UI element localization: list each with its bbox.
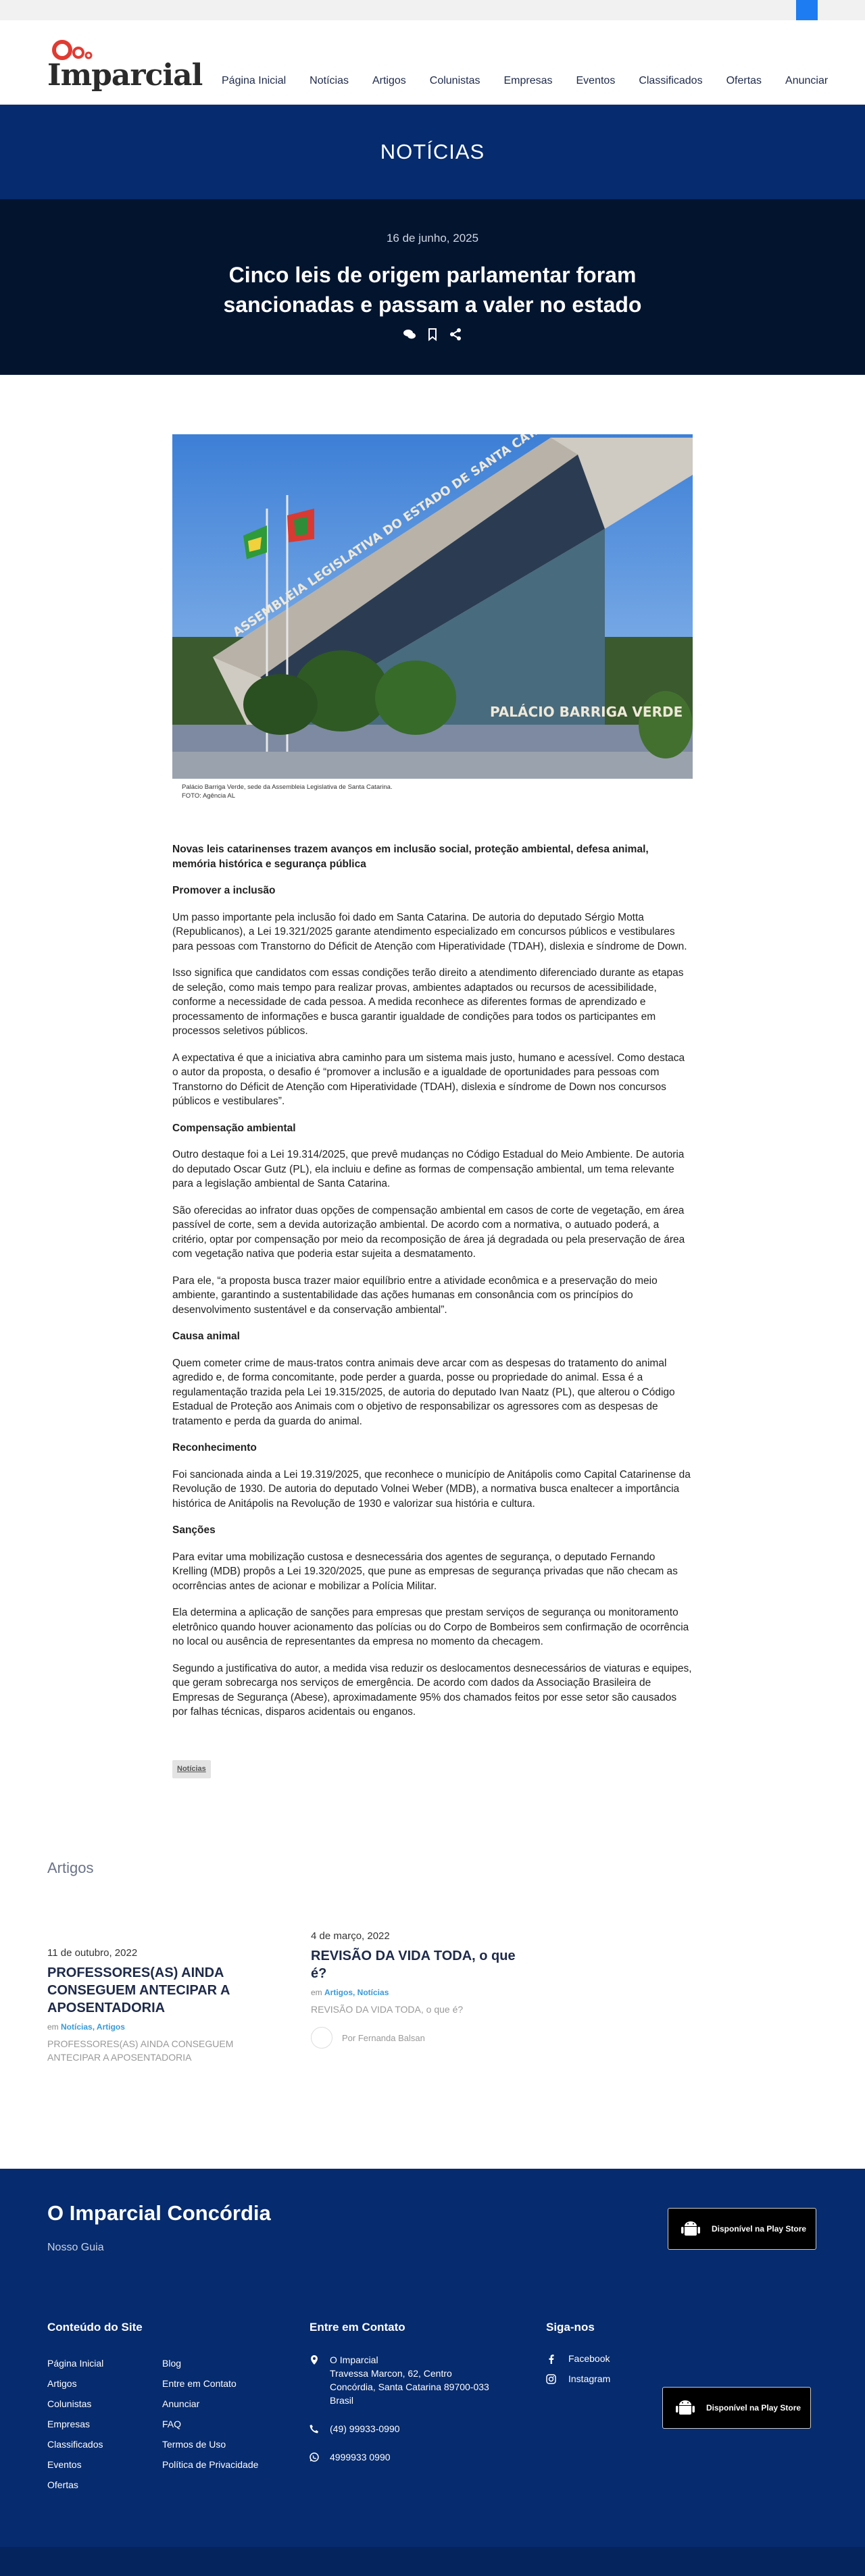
share-icon[interactable] bbox=[449, 328, 462, 341]
top-bar bbox=[0, 0, 865, 20]
article-subheading: Reconhecimento bbox=[172, 1442, 257, 1453]
card-categories[interactable]: Notícias, Artigos bbox=[61, 2022, 125, 2032]
phone-number[interactable]: (49) 99933-0990 bbox=[330, 2423, 400, 2434]
footer-title: O Imparcial Concórdia bbox=[47, 2201, 271, 2225]
comments-icon[interactable] bbox=[403, 328, 416, 341]
article-subheading: Promover a inclusão bbox=[172, 885, 276, 896]
article-paragraph: Outro destaque foi a Lei 19.314/2025, que prevê mudanças no Código Estadual do Meio Ambiente. De autoria do deputado Oscar Gutz (PL), ela incluiu e define as formas de compensação ambiental, um tema relevante para a legislação ambiental de Santa Catarina. bbox=[172, 1149, 685, 1189]
card-date: 11 de outubro, 2022 bbox=[47, 1947, 138, 1959]
card-title[interactable]: REVISÃO DA VIDA TODA, o que é? bbox=[311, 1949, 516, 1981]
footer-col-title: Conteúdo do Site bbox=[47, 2321, 143, 2334]
footer-link[interactable]: FAQ bbox=[162, 2419, 182, 2429]
whatsapp-icon bbox=[310, 2452, 319, 2462]
address-line: Brasil bbox=[330, 2395, 354, 2406]
card-meta: em Artigos, Notícias bbox=[311, 1988, 389, 1997]
footer-link[interactable]: Colunistas bbox=[47, 2398, 92, 2409]
footer-link[interactable]: Página Inicial bbox=[47, 2358, 104, 2369]
card-excerpt: PROFESSORES(AS) AINDA CONSEGUEM ANTECIPAR A APOSENTADORIA bbox=[47, 2038, 234, 2063]
android-icon bbox=[681, 2219, 701, 2239]
author-name[interactable]: Por Fernanda Balsan bbox=[342, 2032, 425, 2043]
photo-caption bbox=[172, 779, 693, 803]
section-banner bbox=[0, 105, 865, 199]
top-bar-button[interactable] bbox=[796, 0, 818, 20]
artigos-heading: Artigos bbox=[47, 1859, 94, 1876]
article-paragraph: A expectativa é que a iniciativa abra caminho para um sistema mais justo, humano e acessível. Como destaca o autor da proposta, o desafio é “promover a inclusão e a igualdade de oportunidades para pessoas com Transtorno do Déficit de Atenção com Hiperatividade (TDAH), dislexia e síndrome de Down nos concursos públicos e vestibulares”. bbox=[172, 1052, 685, 1107]
logo-text: Imparcial bbox=[47, 58, 203, 93]
nav-item-ofertas[interactable]: Ofertas bbox=[726, 75, 762, 86]
card-author bbox=[311, 2027, 527, 2049]
nav-item-anunciar[interactable]: Anunciar bbox=[785, 75, 829, 86]
address-row bbox=[310, 2353, 489, 2407]
facebook-link[interactable] bbox=[546, 2353, 610, 2364]
footer-contact bbox=[310, 2353, 489, 2479]
article-paragraph: São oferecidas ao infrator duas opções de compensação ambiental em casos de corte de vegetação, em área passível de corte, sem a devida autorização ambiental. De acordo com a normativa, o autuado poderá, a critério, optar por compensação por meio da recomposição de área já degradada ou pela preservação de área com vegetação nativa que poderia estar sujeita a desmatamento. bbox=[172, 1204, 685, 1260]
article-date: 16 de junho, 2025 bbox=[386, 232, 479, 244]
article-subheading: Sanções bbox=[172, 1524, 216, 1536]
photo-caption-line1: Palácio Barriga Verde, sede da Assembleia Legislativa de Santa Catarina. bbox=[182, 783, 393, 791]
article-tag[interactable]: Notícias bbox=[172, 1760, 211, 1779]
address-name: O Imparcial bbox=[330, 2354, 378, 2365]
article-paragraph: Foi sancionada ainda a Lei 19.319/2025, que reconhece o município de Anitápolis como Capital Catarinense da Revolução de 1930. De autoria do deputado Volnei Weber (MDB), a normativa busca enaltecer a importância histórica de Anitápolis na Revolução de 1930 e valorizar sua história e cultura. bbox=[172, 1468, 691, 1510]
article-title: Cinco leis de origem parlamentar foram sancionadas e passam a valer no estado bbox=[223, 263, 642, 317]
article-lead: Novas leis catarinenses trazem avanços em inclusão social, proteção ambiental, defesa animal, memória histórica e segurança pública bbox=[172, 844, 649, 870]
avatar bbox=[311, 2027, 332, 2049]
article-body bbox=[172, 803, 693, 1778]
nav-item-eventos[interactable]: Eventos bbox=[576, 75, 616, 86]
address-line: Concórdia, Santa Catarina 89700-033 bbox=[330, 2381, 489, 2392]
facebook-label[interactable]: Facebook bbox=[568, 2353, 610, 2364]
footer-link[interactable]: Política de Privacidade bbox=[162, 2459, 259, 2470]
article-hero bbox=[0, 199, 865, 375]
map-pin-icon bbox=[310, 2355, 319, 2365]
card-meta: em Notícias, Artigos bbox=[47, 2022, 125, 2032]
site-footer bbox=[0, 2169, 865, 2547]
card-title[interactable]: PROFESSORES(AS) AINDA CONSEGUEM ANTECIPAR A APOSENTADORIA bbox=[47, 1965, 230, 2015]
address-line: Travessa Marcon, 62, Centro bbox=[330, 2368, 452, 2379]
article-card[interactable] bbox=[311, 1930, 527, 2049]
footer-link[interactable]: Ofertas bbox=[47, 2479, 78, 2490]
nav-item-home[interactable]: Página Inicial bbox=[222, 75, 287, 86]
footer-col-title: Siga-nos bbox=[546, 2321, 595, 2334]
facebook-icon bbox=[546, 2354, 556, 2364]
footer-link[interactable]: Blog bbox=[162, 2358, 182, 2369]
building-photo bbox=[172, 434, 693, 779]
whatsapp-number[interactable]: 4999933 0990 bbox=[330, 2452, 391, 2463]
play-store-label: Disponível na Play Store bbox=[706, 2403, 801, 2413]
play-store-button[interactable] bbox=[668, 2208, 816, 2250]
footer-links-b bbox=[162, 2353, 258, 2475]
footer-subtitle: Nosso Guia bbox=[47, 2242, 104, 2253]
instagram-icon bbox=[546, 2374, 556, 2384]
article-paragraph: Para ele, “a proposta busca trazer maior equilíbrio entre a atividade econômica e a preservação do meio ambiente, garantindo a sustentabilidade das ações humanas em consonância com os princípios do desenvolvimento sustentável e da conservação ambiental”. bbox=[172, 1274, 658, 1316]
nav-item-artigos[interactable]: Artigos bbox=[372, 75, 406, 86]
nav-item-classificados[interactable]: Classificados bbox=[639, 75, 703, 86]
play-store-button[interactable] bbox=[662, 2387, 811, 2429]
article-photo bbox=[172, 434, 693, 803]
article-paragraph: Para evitar uma mobilização custosa e desnecessária dos agentes de segurança, o deputado Fernando Krelling (MDB) propôs a Lei 19.320/2025, que pune as empresas de segurança privadas que não checam as ocorrências antes de acionar e mobilizar a Polícia Militar. bbox=[172, 1551, 678, 1592]
site-logo[interactable] bbox=[47, 38, 209, 92]
phone-row[interactable] bbox=[310, 2422, 489, 2436]
section-title: NOTÍCIAS bbox=[380, 140, 485, 163]
nav-item-colunistas[interactable]: Colunistas bbox=[429, 75, 480, 86]
photo-caption-line2: FOTO: Agência AL bbox=[182, 792, 236, 800]
nav-item-noticias[interactable]: Notícias bbox=[310, 75, 349, 86]
article-paragraph: Segundo a justificativa do autor, a medida visa reduzir os deslocamentos desnecessários de viaturas e equipes, que geram sobrecarga nos serviços de emergência. De acordo com dados da Associação Brasileira de Empresas de Segurança (Abese), aproximadamente 95% dos chamados feitos por esse setor são causados por falhas técnicas, disparos acidentais ou enganos. bbox=[172, 1662, 692, 1718]
whatsapp-row[interactable] bbox=[310, 2450, 489, 2464]
phone-icon bbox=[310, 2424, 319, 2433]
card-date: 4 de março, 2022 bbox=[311, 1930, 390, 1942]
article-subheading: Compensação ambiental bbox=[172, 1122, 296, 1134]
building-sign-bottom: PALÁCIO BARRIGA VERDE bbox=[490, 704, 683, 720]
nav-item-empresas[interactable]: Empresas bbox=[503, 75, 553, 86]
article-paragraph: Quem cometer crime de maus-tratos contra animais deve arcar com as despesas do tratamento do animal agredido e, de forma concomitante, pode perder a guarda, posse ou propriedade do animal. Essa é a regulamentação trazida pela Lei 19.315/2025, de autoria do deputado Ivan Naatz (PL), que alterou o Código Estadual de Proteção aos Animais com o objetivo de responsabilizar os agressores com as despesas de tratamento e perda da guarda do animal. bbox=[172, 1357, 675, 1427]
footer-links-a bbox=[47, 2353, 103, 2495]
footer-link[interactable]: Entre em Contato bbox=[162, 2378, 237, 2389]
main-nav bbox=[222, 75, 851, 87]
footer-social bbox=[546, 2353, 610, 2394]
artigos-section bbox=[47, 1778, 818, 2169]
article-actions bbox=[0, 328, 865, 341]
article-paragraph: Um passo importante pela inclusão foi dado em Santa Catarina. De autoria do deputado Sérgio Motta (Republicanos), a Lei 19.321/2025 garante atendimento especializado em concursos públicos e vestibulares para pessoas com Transtorno do Déficit de Atenção com Hiperatividade (TDAH), dislexia e síndrome de Down. bbox=[172, 911, 687, 952]
footer-link[interactable]: Classificados bbox=[47, 2439, 103, 2450]
article-subheading: Causa animal bbox=[172, 1331, 240, 1342]
footer-link[interactable]: Eventos bbox=[47, 2459, 82, 2470]
android-icon bbox=[675, 2398, 695, 2418]
article-paragraph: Ela determina a aplicação de sanções para empresas que prestam serviços de segurança ou monitoramento eletrônico quando houver acionamento das polícias ou do Corpo de Bombeiros sem confirmação de ocorrência no local ou ausência de representantes da empresa no momento da checagem. bbox=[172, 1607, 689, 1647]
footer-col-title: Entre em Contato bbox=[310, 2321, 405, 2334]
card-categories[interactable]: Artigos, Notícias bbox=[324, 1988, 389, 1997]
footer-link[interactable]: Empresas bbox=[47, 2419, 91, 2429]
article-paragraph: Isso significa que candidatos com essas condições terão direito a atendimento diferenciado durante as etapas de seleção, como mais tempo para realizar provas, ambientes adaptados ou recursos de acessibilidade, conforme a necessidade de cada pessoa. A medida reconhece as diferentes formas de aprendizado e processamento de informações e busca garantir igualdade de condições para todos os participantes em processos seletivos públicos. bbox=[172, 967, 684, 1037]
article-card[interactable] bbox=[47, 1947, 264, 2064]
footer-link[interactable]: Termos de Uso bbox=[162, 2439, 226, 2450]
play-store-label: Disponível na Play Store bbox=[712, 2224, 807, 2234]
footer-link[interactable]: Anunciar bbox=[162, 2398, 200, 2409]
footer-bottom-bar bbox=[0, 2547, 865, 2576]
article-content bbox=[172, 375, 693, 1778]
card-excerpt: REVISÃO DA VIDA TODA, o que é? bbox=[311, 2004, 464, 2015]
site-header bbox=[0, 20, 865, 105]
instagram-label[interactable]: Instagram bbox=[568, 2373, 611, 2384]
bookmark-icon[interactable] bbox=[426, 328, 439, 341]
footer-link[interactable]: Artigos bbox=[47, 2378, 77, 2389]
instagram-link[interactable] bbox=[546, 2373, 610, 2384]
